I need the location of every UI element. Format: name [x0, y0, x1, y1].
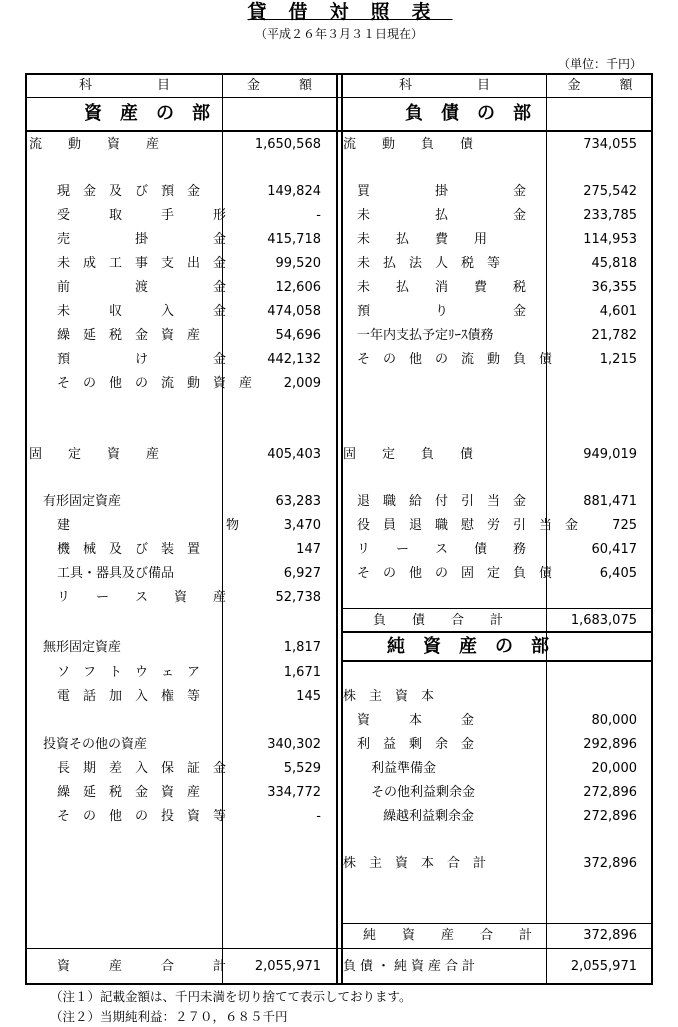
- asset-item-value: 99,520: [275, 256, 321, 271]
- liability-item-label: 預 り 金: [357, 304, 527, 319]
- header-kamoku-right: 科 目: [398, 78, 490, 93]
- asset-item-label: 長 期 差 入 保 証 金: [57, 761, 227, 776]
- tangible-value: 63,283: [275, 494, 321, 509]
- liability-item-label: リ ー ス 債 務: [357, 542, 527, 557]
- asset-item-label: 繰 延 税 金 資 産: [57, 328, 201, 343]
- unit-label: （単位：千円）: [557, 57, 642, 71]
- asset-item-label: 売 掛 金: [57, 232, 227, 247]
- liability-item-value: 1,215: [599, 352, 637, 367]
- asset-item-value: 2,009: [283, 376, 321, 391]
- liability-item-label: 未 払 消 費 税: [357, 280, 527, 295]
- grand-total-value: 2,055,971: [570, 959, 637, 974]
- liability-item-value: 36,355: [591, 280, 637, 295]
- balance-sheet-table: [25, 73, 653, 985]
- note-1: （注１）記載金額は、千円未満を切り捨てて表示しております。: [50, 989, 412, 1004]
- liability-item-value: 45,818: [591, 256, 637, 271]
- current-assets-value: 1,650,568: [254, 137, 321, 152]
- section-liabilities: 負 債 の 部: [405, 103, 531, 124]
- asset-item-label: 繰 延 税 金 資 産: [57, 785, 201, 800]
- asset-item-label: そ の 他 の 流 動 資 産: [57, 376, 253, 391]
- grand-total-label: 負債・純資産合計: [343, 959, 480, 974]
- asset-item-value: 334,772: [267, 785, 321, 800]
- liability-item-value: 114,953: [583, 232, 637, 247]
- liability-item-label: 未 払 費 用: [357, 232, 488, 247]
- liability-item-value: 4,601: [599, 304, 637, 319]
- assets-total-value: 2,055,971: [254, 959, 321, 974]
- asset-item-value: 3,470: [283, 518, 321, 533]
- fixed-liabilities-label: 固 定 負 債: [343, 447, 474, 462]
- carried-forward-label: 繰越利益剰余金: [383, 809, 475, 824]
- current-assets-label: 流 動 資 産: [29, 137, 160, 152]
- liabilities-total-value: 1,683,075: [570, 613, 637, 628]
- capital-value: 80,000: [591, 713, 637, 728]
- liability-item-label: 未 払 法 人 税 等: [357, 256, 501, 271]
- page-title: 貸借対照表: [247, 1, 453, 23]
- investments-label: 投資その他の資産: [43, 737, 148, 752]
- asset-item-value: 147: [296, 542, 321, 557]
- asset-item-label: 未 収 入 金: [57, 304, 227, 319]
- shareholders-equity-label: 株 主 資 本: [343, 689, 435, 704]
- asset-item-label: 未 成 工 事 支 出 金: [57, 256, 227, 271]
- fixed-liabilities-value: 949,019: [583, 447, 637, 462]
- retained-earnings-value: 292,896: [583, 737, 637, 752]
- asset-item-value: 52,738: [275, 590, 321, 605]
- intangible-label: 無形固定資産: [43, 640, 122, 655]
- divider-v-center2: [341, 75, 343, 983]
- legal-reserve-value: 20,000: [591, 761, 637, 776]
- assets-total-label: 資 産 合 計: [57, 959, 227, 974]
- fixed-assets-value: 405,403: [267, 447, 321, 462]
- asset-item-value: 1,671: [283, 665, 321, 680]
- liability-item-value: 275,542: [583, 184, 637, 199]
- legal-reserve-label: 利益準備金: [371, 761, 437, 776]
- asset-item-value: 474,058: [267, 304, 321, 319]
- intangible-value: 1,817: [283, 640, 321, 655]
- asset-item-label: 建 物: [57, 518, 240, 533]
- divider-h: [27, 130, 651, 132]
- carried-forward-value: 272,896: [583, 809, 637, 824]
- note-2: （注２）当期純利益：２７０，６８５千円: [50, 1009, 288, 1024]
- liability-item-value: 233,785: [583, 208, 637, 223]
- asset-item-value: 12,606: [275, 280, 321, 295]
- asset-item-label: 受 取 手 形: [57, 208, 227, 223]
- liability-item-label: 一年内支払予定ﾘｰｽ債務: [357, 328, 494, 343]
- liability-item-value: 725: [612, 518, 637, 533]
- retained-earnings-label: 利 益 剰 余 金: [357, 737, 475, 752]
- asset-item-label: 現 金 及 び 預 金: [57, 184, 201, 199]
- divider-h: [343, 660, 651, 662]
- asset-item-value: 5,529: [283, 761, 321, 776]
- asset-item-value: 54,696: [275, 328, 321, 343]
- liability-item-value: 60,417: [591, 542, 637, 557]
- asset-item-value: 6,927: [283, 566, 321, 581]
- asset-item-value: 442,132: [267, 352, 321, 367]
- divider-h: [27, 948, 651, 949]
- liability-item-value: 6,405: [599, 566, 637, 581]
- divider-h: [343, 608, 651, 609]
- liability-item-value: 21,782: [591, 328, 637, 343]
- other-retained-label: その他利益剰余金: [371, 785, 476, 800]
- asset-item-label: 機 械 及 び 装 置: [57, 542, 201, 557]
- divider-h: [343, 923, 651, 924]
- asset-item-value: 149,824: [267, 184, 321, 199]
- net-assets-total-value: 372,896: [583, 928, 637, 943]
- section-net-assets: 純 資 産 の 部: [387, 636, 549, 657]
- other-retained-value: 272,896: [583, 785, 637, 800]
- divider-v-center: [336, 75, 338, 983]
- header-kingaku-right: 金 額: [567, 78, 633, 93]
- date-subtitle: （平成２６年３月３１日現在）: [254, 27, 423, 41]
- net-assets-total-label: 純 資 産 合 計: [363, 928, 533, 943]
- header-kingaku-left: 金 額: [246, 78, 312, 93]
- current-liabilities-value: 734,055: [583, 137, 637, 152]
- asset-item-label: 前 渡 金: [57, 280, 227, 295]
- liability-item-label: そ の 他 の 流 動 負 債: [357, 352, 553, 367]
- asset-item-value: 415,718: [267, 232, 321, 247]
- section-assets: 資 産 の 部: [84, 103, 210, 124]
- liability-item-label: 買 掛 金: [357, 184, 527, 199]
- liability-item-value: 881,471: [583, 494, 637, 509]
- asset-item-label: 電 話 加 入 権 等: [57, 689, 201, 704]
- asset-item-label: ソ フ ト ウ ェ ア: [57, 665, 201, 680]
- asset-item-label: リ ー ス 資 産: [57, 590, 227, 605]
- asset-item-value: 145: [296, 689, 321, 704]
- asset-item-value: -: [316, 208, 321, 223]
- current-liabilities-label: 流 動 負 債: [343, 137, 474, 152]
- header-kamoku-left: 科 目: [78, 78, 170, 93]
- liability-item-label: そ の 他 の 固 定 負 債: [357, 566, 553, 581]
- liabilities-total-label: 負 債 合 計: [373, 613, 504, 628]
- shareholders-total-label: 株 主 資 本 合 計: [343, 856, 487, 871]
- shareholders-total-value: 372,896: [583, 856, 637, 871]
- divider-h: [27, 97, 651, 98]
- asset-item-label: そ の 他 の 投 資 等: [57, 809, 227, 824]
- asset-item-label: 工具・器具及び備品: [57, 566, 175, 581]
- liability-item-label: 未 払 金: [357, 208, 527, 223]
- liability-item-label: 役 員 退 職 慰 労 引 当 金: [357, 518, 579, 533]
- asset-item-label: 預 け 金: [57, 352, 227, 367]
- investments-value: 340,302: [267, 737, 321, 752]
- fixed-assets-label: 固 定 資 産: [29, 447, 160, 462]
- tangible-label: 有形固定資産: [43, 494, 122, 509]
- capital-label: 資 本 金: [357, 713, 475, 728]
- asset-item-value: -: [316, 809, 321, 824]
- liability-item-label: 退 職 給 付 引 当 金: [357, 494, 527, 509]
